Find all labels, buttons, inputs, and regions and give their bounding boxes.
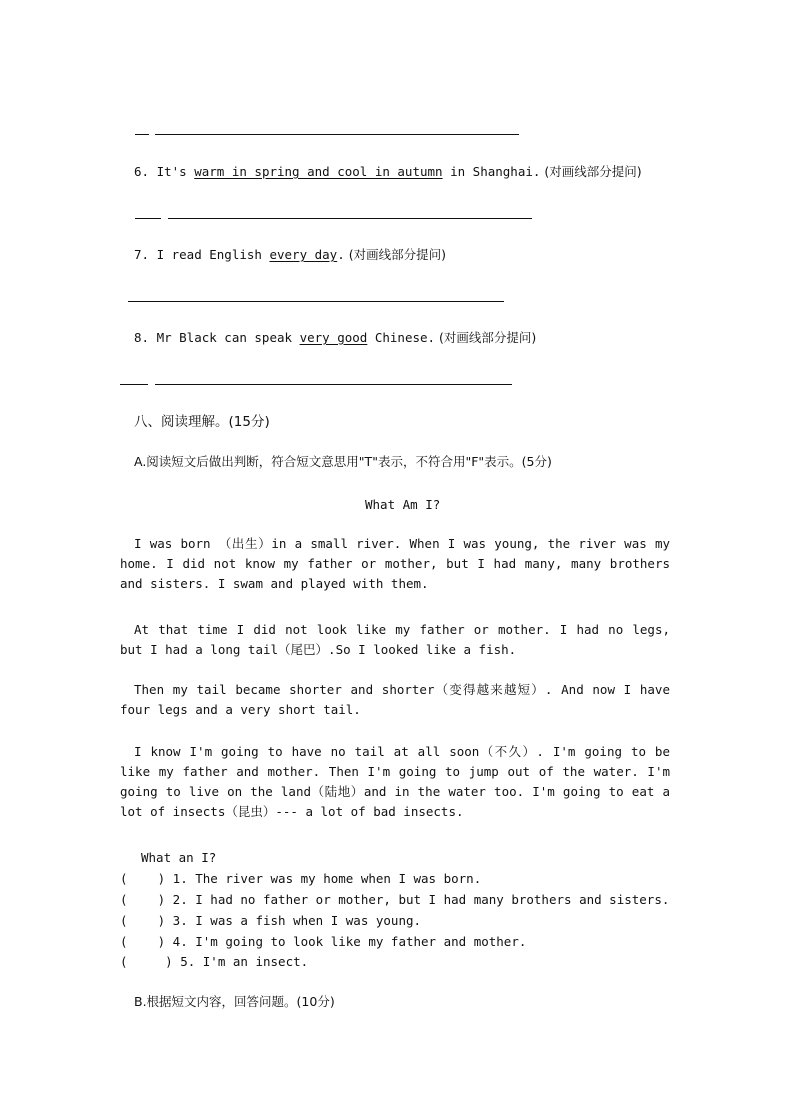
question-6	[134, 162, 642, 180]
question-8-instruction: (对画线部分提问)	[435, 330, 537, 345]
passage-paragraph-3: Then my tail became shorter and shorter（变得越来越短）. And now I have four legs and a very short tail.	[120, 682, 670, 717]
passage-paragraph-1: I was born （出生）in a small river. When I was young, the river was my home. I did not know my father or mother, but I had many, many brothers and sisters. I swam and played with them.	[120, 536, 670, 591]
question-7-underlined: every day	[269, 247, 338, 262]
section-eight-title: 八、阅读理解。(15分)	[134, 414, 270, 430]
question-8-rest: Chinese.	[367, 330, 436, 345]
judgment-3: ( ) 3. I was a fish when I was young.	[120, 913, 422, 928]
question-6-text: 6. It's	[134, 164, 195, 179]
answer-line-short-5	[135, 134, 149, 135]
answer-line-7	[128, 301, 504, 302]
answer-line-short-8	[120, 384, 148, 385]
question-6-instruction: (对画线部分提问)	[540, 164, 642, 179]
judgment-2: ( ) 2. I had no father or mother, but I had many brothers and sisters.	[120, 892, 670, 907]
question-7-rest: .	[337, 247, 345, 262]
question-8-underlined: very good	[299, 330, 368, 345]
answer-line-short-6	[135, 218, 161, 219]
judgment-5: ( ) 5. I'm an insect.	[120, 954, 309, 969]
question-6-underlined: warm in spring and cool in autumn	[194, 164, 443, 179]
question-6-rest: in Shanghai.	[442, 164, 541, 179]
passage-title: What Am I?	[365, 497, 441, 512]
judgment-1: ( ) 1. The river was my home when I was born.	[120, 871, 482, 886]
question-7-instruction: (对画线部分提问)	[344, 247, 446, 262]
passage-paragraph-2: At that time I did not look like my father or mother. I had no legs, but I had a long tail（尾巴）.So I looked like a fish.	[120, 622, 670, 657]
question-8	[134, 328, 536, 346]
judgment-4: ( ) 4. I'm going to look like my father and mother.	[120, 934, 527, 949]
question-heading: What an I?	[141, 850, 217, 865]
question-7-text: 7. I read English	[134, 247, 270, 262]
question-7	[134, 245, 446, 263]
answer-line-5	[155, 134, 519, 135]
part-b-instruction: B.根据短文内容，回答问题。(10分)	[134, 994, 335, 1009]
answer-line-6	[168, 218, 532, 219]
part-a-instruction: A.阅读短文后做出判断，符合短文意思用"T"表示，不符合用"F"表示。(5分)	[134, 454, 552, 469]
question-8-text: 8. Mr Black can speak	[134, 330, 300, 345]
passage-paragraph-4: I know I'm going to have no tail at all soon（不久）. I'm going to be like my father and mother. Then I'm going to jump out of the water. I'm going to live on the land（陆地）and in the water too. I'm going to eat a lot of insects（昆虫）--- a lot of bad insects.	[120, 744, 670, 819]
answer-line-8	[155, 384, 512, 385]
